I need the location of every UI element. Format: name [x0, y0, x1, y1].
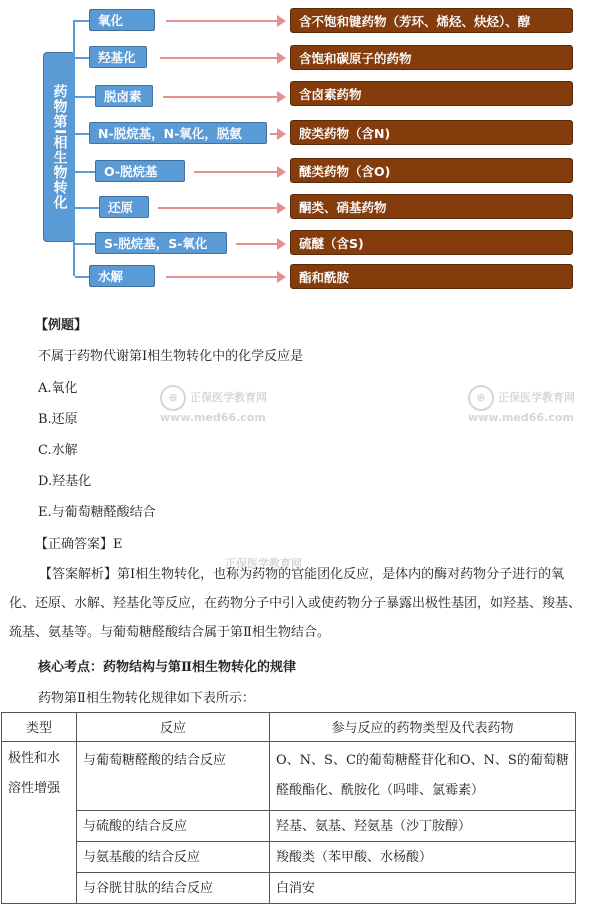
- connector: [75, 276, 89, 278]
- option-b: B.还原: [38, 412, 78, 427]
- drugs-cell: O、N、S、C的葡萄糖醛苷化和O、N、S的葡萄糖醛酸酯化、酰胺化（吗啡、氯霉素）: [270, 742, 576, 811]
- reaction-box: 脱卤素: [95, 85, 153, 107]
- reaction-box: 羟基化: [89, 46, 147, 68]
- result-box: 酯和酰胺: [290, 264, 573, 289]
- arrow: [166, 20, 278, 22]
- connector: [75, 171, 95, 173]
- table-header: 类型: [2, 713, 77, 742]
- arrow: [160, 57, 278, 59]
- arrow: [236, 243, 278, 245]
- reaction-box: 还原: [99, 196, 149, 218]
- arrow: [158, 207, 278, 209]
- result-box: 含卤素药物: [290, 81, 573, 106]
- arrow: [163, 96, 278, 98]
- phase1-diagram: [0, 0, 597, 300]
- connector: [75, 243, 95, 245]
- drugs-cell: 羧酸类（苯甲酸、水杨酸）: [270, 842, 576, 873]
- core-intro: 药物第Ⅱ相生物转化规律如下表所示：: [38, 691, 255, 706]
- answer-analysis: 【答案解析】第Ⅰ相生物转化，也称为药物的官能团化反应，是体内的酶对药物分子进行的氧化、还原、水解、羟基化等反应，在药物分子中引入或使药物分子暴露出极性基团，如羟基、羧基、巯基、氨基等。与葡萄糖醛酸结合属于第Ⅱ相生物结合。: [9, 567, 582, 640]
- drugs-cell: 羟基、氨基、羟氨基（沙丁胺醇）: [270, 811, 576, 842]
- option-a: A.氧化: [38, 381, 78, 396]
- reaction-cell: 与葡萄糖醛酸的结合反应: [77, 742, 270, 811]
- table-row: [2, 873, 576, 904]
- reaction-box: 氧化: [89, 9, 155, 31]
- phase2-table: [1, 712, 576, 904]
- table-row: [2, 811, 576, 842]
- connector: [75, 96, 95, 98]
- connector: [75, 57, 89, 59]
- result-box: 硫醚（含S): [290, 230, 573, 255]
- result-box: 胺类药物（含N): [290, 120, 573, 145]
- answer-text: 【正确答案】E: [35, 537, 123, 552]
- result-box: 醚类药物（含O): [290, 158, 573, 183]
- reaction-box: N-脱烷基，N-氧化，脱氨: [89, 122, 267, 144]
- reaction-box: O-脱烷基: [95, 160, 185, 182]
- table-header: 反应: [77, 713, 270, 742]
- watermark: ⊕ 正保医学教育网 www.med66.com: [160, 385, 267, 424]
- type-cell: 极性和水溶性增强: [2, 742, 77, 904]
- result-box: 酮类、硝基药物: [290, 194, 573, 219]
- watermark: ⊕ 正保医学教育网 www.med66.com: [468, 385, 575, 424]
- arrow: [166, 276, 278, 278]
- watermark: 正保医学教育网: [225, 557, 302, 570]
- arrow: [194, 171, 278, 173]
- connector: [75, 133, 89, 135]
- reaction-box: 水解: [89, 265, 155, 287]
- option-e: E.与葡萄糖醛酸结合: [38, 505, 156, 520]
- core-title: 核心考点：药物结构与第Ⅱ相生物转化的规律: [38, 660, 296, 675]
- diagram-root: 药物第I相生物转化: [43, 52, 75, 242]
- table-row: [2, 842, 576, 873]
- result-box: 含不饱和键药物（芳环、烯烃、炔烃）、醇: [290, 8, 573, 33]
- reaction-cell: 与硫酸的结合反应: [77, 811, 270, 842]
- reaction-cell: 与谷胱甘肽的结合反应: [77, 873, 270, 904]
- table-header: 参与反应的药物类型及代表药物: [270, 713, 576, 742]
- connector: [75, 207, 99, 209]
- result-box: 含饱和碳原子的药物: [290, 45, 573, 70]
- table-row: [2, 742, 576, 811]
- connector: [75, 20, 89, 22]
- reaction-cell: 与氨基酸的结合反应: [77, 842, 270, 873]
- reaction-box: S-脱烷基，S-氧化: [95, 232, 227, 254]
- drugs-cell: 白消安: [270, 873, 576, 904]
- arrow: [270, 133, 278, 135]
- example-heading: 【例题】: [35, 318, 88, 333]
- option-d: D.羟基化: [38, 474, 92, 489]
- option-c: C.水解: [38, 443, 78, 458]
- question-text: 不属于药物代谢第Ⅰ相生物转化中的化学反应是: [38, 349, 304, 364]
